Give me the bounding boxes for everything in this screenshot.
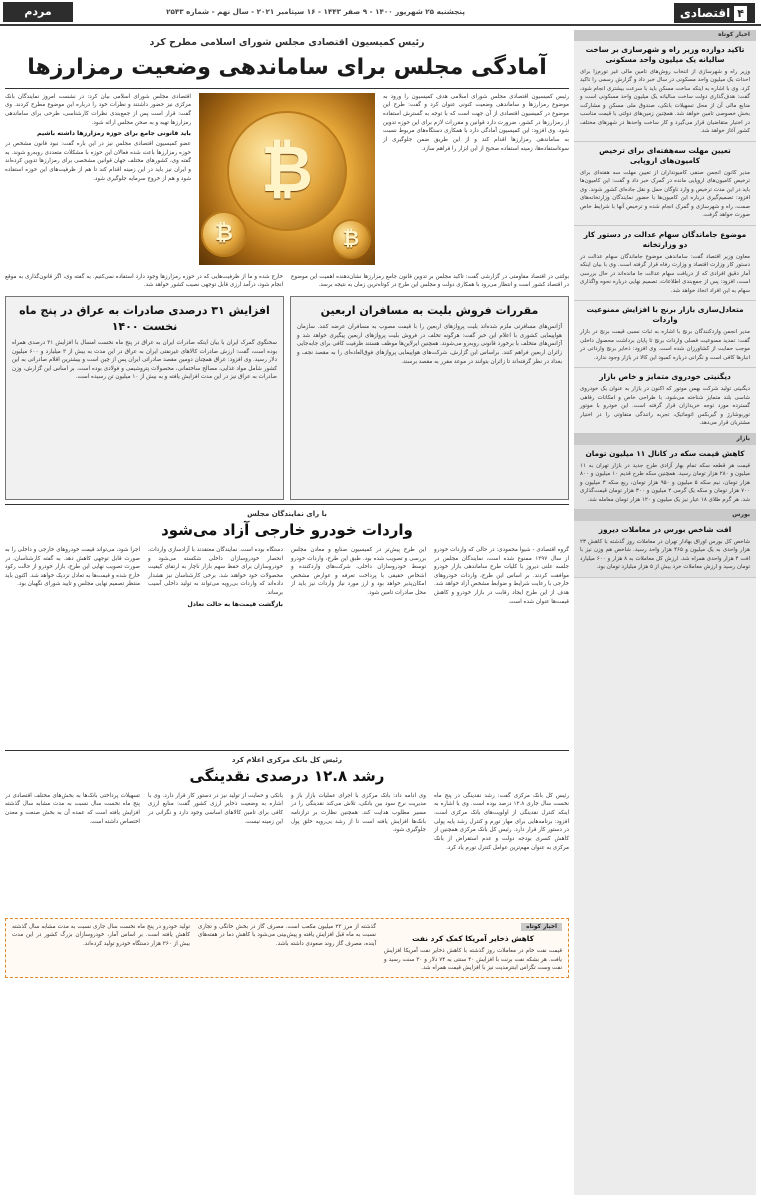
lead-headline: آمادگی مجلس برای ساماندهی وضعیت رمزارزها <box>27 54 547 80</box>
sidebar-article-title: دیگنیتی خودروی متمایز و خاص بازار <box>599 372 731 382</box>
sidebar-market-body: قیمت هر قطعه سکه تمام بهار آزادی طرح جدید در بازار تهران به ۱۱ میلیون و ۲۸۰ هزار تومان رسید. همچنین سکه طرح قدیم ۱۰ میلیون و ۸۰۰ هزار تومان، نیم سکه ۵ میلیون و ۹۵۰ هزار تومان، ربع سکه ۳ میلیون و ۷۰۰ هزار تومان و سکه یک گرمی ۲ میلیون و ۳۰۰ هزار تومان قیمت‌گذاری شد. هر گرم طلای ۱۸ عیار نیز یک میلیون و ۱۲۰ هزار تومان معامله شد. <box>580 462 750 503</box>
sidebar-bourse-article <box>574 521 756 578</box>
bourse-tag: بورس <box>574 510 756 521</box>
bank-column: رئیس کل بانک مرکزی گفت: رشد نقدینگی در پنج ماه نخست سال جاری ۱۲.۸ درصد بوده است. وی با اشاره به اینکه کنترل نقدینگی از اولویت‌های بانک مرکزی است، افزود: برنامه‌هایی برای مهار تورم و کنترل رشد پایه پولی در دستور کار قرار دارد. رئیس کل بانک مرکزی همچنین از کاهش کسری بودجه دولت و عدم استقراض از بانک مرکزی به عنوان مهم‌ترین عوامل کنترل تورم یاد کرد. <box>434 792 569 851</box>
sidebar-market-article <box>574 445 756 511</box>
lead-kicker: رئیس کمیسیون اقتصادی مجلس شورای اسلامی مطرح کرد <box>149 37 425 48</box>
footer-news-box <box>5 918 569 978</box>
cars-column-text: دستگاه بوده است. نمایندگان معتقدند با آزادسازی واردات، انحصار خودروسازان داخلی شکسته می‌شود و خودروسازان برای حفظ سهم بازار ناچار به ارتقای کیفیت محصولات خود خواهند شد. برخی کارشناسان نیز هشدار داده‌اند که واردات بی‌رویه می‌تواند به تولید داخلی آسیب برساند. <box>148 546 283 597</box>
sidebar-article-body: مدیر کانون انجمن صنفی کامیونداران از تعیین مهلت سه هفته‌ای برای ترخیص کامیون‌های اروپایی مانده در گمرک خبر داد و گفت: این کامیون‌ها باید در این مدت ترخیص و وارد ناوگان حمل و نقل جاده‌ای کشور شوند. وی افزود: تصمیم‌گیری درباره این کامیون‌ها با حضور نمایندگان وزارتخانه‌های صمت، راه و شهرسازی و گمرک انجام شده و ترخیص آنها با شرایط خاص صورت خواهد گرفت. <box>580 169 750 219</box>
divider <box>5 504 569 505</box>
bitcoin-photo <box>199 93 375 265</box>
bitcoin-coin-icon: ₿ <box>201 211 247 257</box>
box-body: آژانس‌های مسافرتی ملزم شده‌اند بلیت پروازهای اربعین را با قیمت مصوب به مسافران عرضه کنند. سازمان هواپیمایی کشوری با اعلام این خبر گفت: هرگونه تخلف در فروش بلیت پروازهای اربعین پیگیری خواهد شد و آژانس‌های متخلف با برخورد قانونی روبه‌رو می‌شوند. همچنین ایرلاین‌ها موظف هستند ظرفیت کافی برای جابه‌جایی زائران اربعین فراهم کنند. براساس این گزارش، شرکت‌های هواپیمایی پروازهای فوق‌العاده‌ای را به مقصد نجف و بغداد در نظر گرفته‌اند تا زائران بتوانند در موعد مقرر به مقصد برسند. <box>297 323 562 365</box>
sidebar-article <box>574 142 756 226</box>
sidebar-article <box>574 301 756 368</box>
box-iraq-exports <box>5 296 284 500</box>
section-number: ۴ <box>734 6 747 21</box>
sidebar-article <box>574 41 756 142</box>
cars-columns <box>5 546 569 746</box>
cars-column: گروه اقتصادی - شیوا محمودی: در حالی که واردات خودرو از سال ۱۳۹۷ ممنوع شده است، نمایندگان مجلس در جلسه علنی دیروز با کلیات طرح ساماندهی بازار خودرو موافقت کردند. بر اساس این طرح، واردات خودروهای خارجی با رعایت شرایط و ضوابط مشخص آزاد خواهد شد. هدف از این طرح ایجاد رقابت در بازار خودرو و کاهش قیمت‌ها عنوان شده است. <box>434 546 569 605</box>
sidebar-bourse-body: شاخص کل بورس اوراق بهادار تهران در معاملات روز گذشته با کاهش ۲۳ هزار واحدی به یک میلیون و ۴۶۵ هزار واحد رسید. شاخص هم وزن نیز با افت ۴ هزار واحدی همراه شد. ارزش کل معاملات به ۸ هزار و ۶۰۰ میلیارد تومان رسید و ارزش معاملات خرد بیش از ۵ هزار میلیارد تومان بود. <box>580 538 750 571</box>
footer-news-item <box>384 923 562 973</box>
box-arbaeen-tickets <box>290 296 569 500</box>
cars-kicker: با رای نمایندگان مجلس <box>247 509 327 518</box>
lead-subhead: باید قانونی جامع برای حوزه رمزارزها داشته باشیم <box>36 130 191 138</box>
sidebar-article-title: تاکید دوازده وزیر راه و شهرسازی بر ساخت سالیانه یک میلیون واحد مسکونی <box>585 44 745 64</box>
bank-column: وی ادامه داد: بانک مرکزی با اجرای عملیات بازار باز و مدیریت نرخ سود بین بانکی، تلاش می‌کند نقدینگی را در مسیر مطلوب هدایت کند. همچنین نظارت بر ترازنامه بانک‌ها افزایش یافته است تا از رشد بی‌رویه خلق پول جلوگیری شود. <box>291 792 426 834</box>
sidebar-bourse-title: افت شاخص بورس در معاملات دیروز <box>598 524 732 534</box>
bank-headline: رشد ۱۲.۸ درصدی نقدینگی <box>189 767 385 785</box>
divider <box>5 88 569 89</box>
sidebar-article-title: موضوع جاماندگان سهام عدالت در دستور کار دو وزارتخانه <box>583 229 747 249</box>
market-tag: بازار <box>574 434 756 445</box>
sidebar-article-body: دیگنیتی تولید شرکت بهمن موتور که اکنون در بازار به عنوان یک خودروی شاسی بلند متمایز شناخته می‌شود، با طراحی خاص و امکانات رفاهی گسترده مورد توجه خریداران قرار گرفته است. این خودرو با موتور توربوشارژ و گیربکس اتوماتیک، تجربه رانندگی متفاوتی را در اختیار مشتریان قرار می‌دهد. <box>580 386 750 427</box>
box-body: سخنگوی گمرک ایران با بیان اینکه صادرات ایران به عراق در پنج ماه نخست امسال با افزایش ۳۱ درصدی همراه بوده است، گفت: ارزش صادرات کالاهای غیرنفتی ایران به عراق در این مدت به بیش از ۳ میلیارد و ۶۰۰ میلیون دلار رسید. وی افزود: عراق همچنان دومین مقصد صادراتی ایران پس از چین است و بیشترین اقلام صادراتی به این کشور شامل مواد غذایی، مصالح ساختمانی، محصولات پتروشیمی و فولادی بوده است. بر اساس این گزارش، وزن صادرات به عراق نیز در این مدت افزایش یافته و به بیش از ۱۰ میلیون تن رسیده است. <box>12 339 278 381</box>
lead-columns <box>5 93 569 269</box>
lead-bottom-col-2: خارج شده و ما از ظرفیت‌هایی که در حوزه رمزارزها وجود دارد استفاده نمی‌کنیم. به گفته وی، اگر قانون‌گذاری به موقع انجام شود، درآمد ارزی قابل توجهی نصیب کشور خواهد شد. <box>5 273 283 289</box>
sidebar-article-title: تعیین مهلت سه‌هفته‌ای برای ترخیص کامیون‌های اروپایی <box>599 145 731 165</box>
lead-column-text: عضو کمیسیون اقتصادی مجلس نیز در این باره گفت: نبود قانون مشخص در حوزه رمزارزها باعث شده فعالان این حوزه با مشکلات متعددی روبه‌رو شوند. به گفته وی، کشورهای مختلف جهان قوانین مشخصی برای رمزارزها تدوین کرده‌اند و ایران نیز باید در این زمینه اقدام کند تا هم از ظرفیت‌های این حوزه استفاده شود و هم از خروج سرمایه جلوگیری شود. <box>5 140 191 182</box>
lead-column-text: اقتصادی مجلس شورای اسلامی بیان کرد: در نشست امروز نمایندگان بانک مرکزی نیز حضور داشتند و نظرات خود را درباره این موضوع مطرح کردند. وی گفت: قرار است پس از جمع‌بندی نظرات کارشناسی، طرحی برای ساماندهی رمزارزها تهیه و به صحن مجلس ارائه شود. <box>5 93 191 126</box>
sidebar-article-body: معاون وزیر اقتصاد گفت: ساماندهی موضوع جاماندگان سهام عدالت در دستور کار وزارت اقتصاد و وزارت رفاه قرار گرفته است. وی با بیان اینکه آمار دقیق افرادی که از دریافت سهام عدالت جا مانده‌اند در حال بررسی است، افزود: پس از جمع‌بندی اطلاعات، تصمیم نهایی درباره نحوه واگذاری سهام به این افراد اتخاذ خواهد شد. <box>580 253 750 294</box>
bitcoin-coin-icon: ₿ <box>227 111 347 231</box>
sidebar <box>574 30 756 1195</box>
bank-column: بانکی و حمایت از تولید نیز در دستور کار قرار دارد. وی با اشاره به وضعیت ذخایر ارزی کشور گفت: منابع ارزی کافی برای تامین کالاهای اساسی وجود دارد و نگرانی در این زمینه نیست. <box>148 792 283 825</box>
footer-column: تولید خودرو در پنج ماه نخست سال جاری نسبت به مدت مشابه سال گذشته کاهش یافته است. بر اساس آمار، خودروسازان بزرگ کشور در این مدت بیش از ۳۶۰ هزار دستگاه خودرو تولید کرده‌اند. <box>12 923 190 948</box>
sidebar-article <box>574 226 756 302</box>
section-badge <box>674 3 755 23</box>
newspaper-logo: مردم سالاری <box>3 2 73 22</box>
lead-bottom-col-1: بولتنی در اقتصاد مقاومتی در گزارشی گفت: تاکید مجلس بر تدوین قانون جامع رمزارزها نشان‌دهنده اهمیت این موضوع در اقتصاد کشور است و انتظار می‌رود با همکاری دولت و مجلس این طرح در کوتاه‌ترین زمان به نتیجه برسد. <box>291 273 569 289</box>
sidebar-article-body: وزیر راه و شهرسازی از انتخاب روش‌های تامین مالی غیر تورم‌زا برای احداث یک میلیون واحد مسکونی در سال خبر داد و گزارش رسمی را تاکید کرد. وی با اشاره به اینکه ساخت مسکن باید با سرعت بیشتری انجام شود، گفت: هدف‌گذاری دولت ساخت سالیانه یک میلیون واحد مسکونی است و منابع مالی آن از محل تسهیلات بانکی، صندوق ملی مسکن و مشارکت بخش خصوصی تامین خواهد شد. همچنین زمین‌های دولتی با قیمت مناسب در اختیار متقاضیان قرار می‌گیرد و کار ساخت واحدها در شهرهای مختلف کشور آغاز خواهد شد. <box>580 68 750 135</box>
footer-body: قیمت نفت خام در معاملات روز گذشته با کاهش ذخایر نفت آمریکا افزایش یافت. هر بشکه نفت برنت با افزایش ۴۰ سنتی به ۷۴ دلار و ۳۰ سنت رسید و نفت وست تگزاس اینترمدیت نیز با افزایش قیمت همراه شد. <box>384 947 562 972</box>
cars-column: این طرح پیش‌تر در کمیسیون صنایع و معادن مجلس بررسی و تصویب شده بود. طبق این طرح، واردات خودرو توسط خودروسازان داخلی، شرکت‌های واردکننده و اشخاص حقیقی با پرداخت تعرفه و عوارض مشخص امکان‌پذیر خواهد بود و ارز مورد نیاز واردات نیز باید از محل صادرات تامین شود. <box>291 546 426 597</box>
date-line: پنجشنبه ۲۵ شهریور ۱۴۰۰ - ۹ صفر ۱۴۴۳ - ۱۶ سپتامبر ۲۰۲۱ - سال نهم - شماره ۲۵۴۳ <box>166 7 465 16</box>
section-label: اقتصادی <box>679 5 731 20</box>
cars-subhead: بازگشت قیمت‌ها به حالت تعادل <box>187 600 283 608</box>
cars-column: اجرا شود، می‌تواند قیمت خودروهای خارجی و داخلی را به صورت قابل توجهی کاهش دهد. به گفته کارشناسان، در صورت تصویب نهایی این طرح، بازار خودرو از حالت رکود خارج شده و قیمت‌ها به تعادل نزدیک خواهد شد. اکنون باید منتظر تصمیم نهایی مجلس و تایید شورای نگهبان بود. <box>5 546 140 588</box>
lead-column-1 <box>383 93 569 269</box>
footer-title: کاهش ذخایر آمریکا کمک کرد نفت <box>412 934 534 944</box>
cars-headline: واردات خودرو خارجی آزاد می‌شود <box>161 521 413 540</box>
sidebar-market-title: کاهش قیمت سکه در کانال ۱۱ میلیون تومان <box>585 448 745 458</box>
bank-column: تسهیلات پرداختی بانک‌ها به بخش‌های مختلف اقتصادی در پنج ماه نخست سال نسبت به مدت مشابه سال گذشته افزایش یافته است که عمده آن به بخش صنعت و معدن اختصاص داشته است. <box>5 792 140 825</box>
boxed-stories-row <box>5 296 569 500</box>
lead-column-2 <box>5 93 191 269</box>
main-content <box>5 30 569 1195</box>
bank-kicker: رئیس کل بانک مرکزی اعلام کرد <box>231 755 343 764</box>
lead-bottom-columns <box>5 273 569 290</box>
sidebar-article-title: متعادل‌سازی بازار برنج با افزایش ممنوعیت واردات <box>586 305 744 325</box>
box-title: مقررات فروش بلیت به مسافران اربعین <box>320 303 539 317</box>
bitcoin-coin-icon: ₿ <box>331 219 371 259</box>
sidebar-article-body: مدیر انجمن واردکنندگان برنج با اشاره به ثبات نسبی قیمت برنج در بازار گفت: تمدید ممنوعیت فصلی واردات برنج تا پایان برداشت محصول داخلی موجب حمایت از کشاورزان شده است. وی افزود: ذخایر برنج وارداتی در انبارها کافی است و نگرانی درباره کمبود این کالا در بازار وجود ندارد. <box>580 329 750 361</box>
bank-columns <box>5 792 569 912</box>
footer-column: گذشته از مرز ۲۳ میلیون مکعب است. مصرف گاز در بخش خانگی و تجاری نسبت به ماه قبل افزایش یافته و پیش‌بینی می‌شود با کاهش دما در هفته‌های آینده، مصرف گاز روند صعودی داشته باشد. <box>198 923 376 948</box>
cars-column <box>148 546 283 746</box>
sidebar-article <box>574 368 756 434</box>
divider <box>5 750 569 751</box>
lead-column-text: رئیس کمیسیون اقتصادی مجلس شورای اسلامی هدف کمیسیون را ورود به موضوع رمزارزها و ساماندهی وضعیت کنونی عنوان کرد و گفت: طرح این موضوع در کمیسیون اقتصادی از آن جهت است که با توجه به گسترش استفاده از رمزارزها در کشور، ضرورت دارد قوانین و مقررات لازم برای این حوزه تدوین شود. وی افزود: این کمیسیون آمادگی دارد با همکاری دستگاه‌های مربوط نسبت به ساماندهی رمزارزها اقدام کند و از این طریق ضمن جلوگیری از سوءاستفاده‌ها، زمینه استفاده صحیح از این ابزار را فراهم سازد. <box>383 93 569 152</box>
box-title: افزایش ۳۱ درصدی صادرات به عراق در پنج ماه نخست ۱۴۰۰ <box>19 303 270 333</box>
footer-tag: اخبار کوتاه <box>521 923 562 931</box>
short-news-tag: اخبار کوتاه <box>574 30 756 41</box>
